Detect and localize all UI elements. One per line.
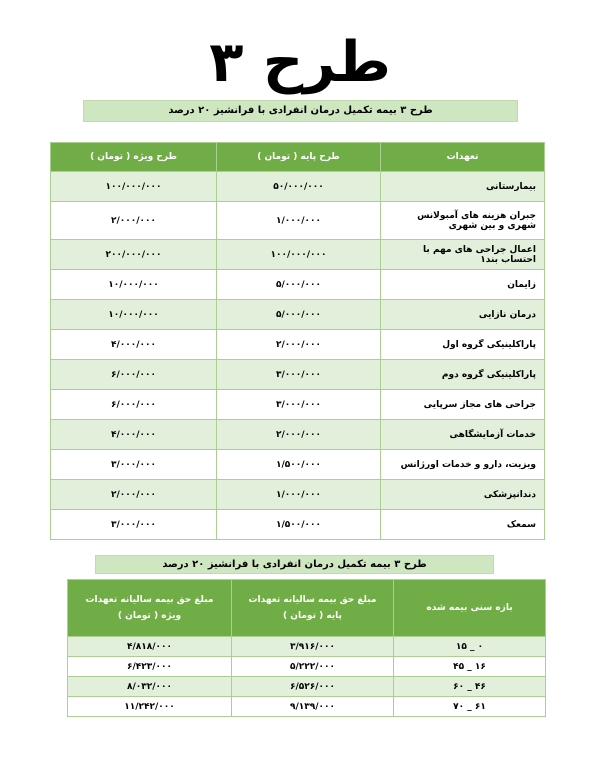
coverage-cell: پاراکلینیکی گروه دوم xyxy=(381,360,545,390)
special-plan-cell: ۱۰/۰۰۰/۰۰۰ xyxy=(51,300,217,330)
table-row xyxy=(51,450,545,480)
table-row xyxy=(68,677,546,697)
coverage-cell: ویزیت، دارو و خدمات اورژانس xyxy=(381,450,545,480)
special-premium-cell: ۶/۴۲۳/۰۰۰ xyxy=(68,657,232,677)
table-row xyxy=(51,240,545,270)
special-plan-cell: ۲/۰۰۰/۰۰۰ xyxy=(51,202,217,240)
coverage-cell: جراحی های مجاز سرپایی xyxy=(381,390,545,420)
coverage-cell: پاراکلینیکی گروه اول xyxy=(381,330,545,360)
special-plan-cell: ۱۰۰/۰۰۰/۰۰۰ xyxy=(51,172,217,202)
table-header-row xyxy=(51,143,545,172)
column-header-special-premium: مبلغ حق بیمه سالیانه تعهدات ویژه ( تومان ) xyxy=(68,580,232,637)
coverage-cell: سمعک xyxy=(381,510,545,540)
basic-plan-cell: ۱/۰۰۰/۰۰۰ xyxy=(217,480,381,510)
table-row xyxy=(51,300,545,330)
basic-plan-cell: ۵۰/۰۰۰/۰۰۰ xyxy=(217,172,381,202)
basic-plan-cell: ۱/۵۰۰/۰۰۰ xyxy=(217,450,381,480)
special-plan-cell: ۴/۰۰۰/۰۰۰ xyxy=(51,420,217,450)
table-row xyxy=(51,202,545,240)
basic-premium-cell: ۳/۹۱۶/۰۰۰ xyxy=(232,637,394,657)
column-header-basic-premium: مبلغ حق بیمه سالیانه تعهدات پایه ( تومان ) xyxy=(232,580,394,637)
column-header-special-plan: طرح ویژه ( تومان ) xyxy=(51,143,217,172)
special-plan-cell: ۳/۰۰۰/۰۰۰ xyxy=(51,450,217,480)
table-row xyxy=(51,480,545,510)
coverage-cell: اعمال جراحی های مهم با احتساب بند۱ xyxy=(381,240,545,270)
table1-banner: طرح ۳ بیمه تکمیل درمان انفرادی با فرانشیز ۲۰ درصد xyxy=(83,100,518,122)
basic-premium-cell: ۶/۵۲۶/۰۰۰ xyxy=(232,677,394,697)
table2-banner: طرح ۳ بیمه تکمیل درمان انفرادی با فرانشیز ۲۰ درصد xyxy=(95,555,494,574)
coverage-table xyxy=(50,142,545,540)
basic-plan-cell: ۳/۰۰۰/۰۰۰ xyxy=(217,390,381,420)
coverage-cell: درمان نازایی xyxy=(381,300,545,330)
table-row xyxy=(68,637,546,657)
coverage-cell: دندانپزشکی xyxy=(381,480,545,510)
age-range-cell: ۶۱ _ ۷۰ xyxy=(394,697,546,717)
table-row xyxy=(51,390,545,420)
basic-plan-cell: ۵/۰۰۰/۰۰۰ xyxy=(217,300,381,330)
table-row xyxy=(51,420,545,450)
special-premium-cell: ۱۱/۲۴۲/۰۰۰ xyxy=(68,697,232,717)
page-title: طرح ۳ xyxy=(209,30,391,95)
basic-plan-cell: ۱۰۰/۰۰۰/۰۰۰ xyxy=(217,240,381,270)
special-premium-cell: ۸/۰۳۲/۰۰۰ xyxy=(68,677,232,697)
age-range-cell: ۰ _ ۱۵ xyxy=(394,637,546,657)
coverage-cell: زایمان xyxy=(381,270,545,300)
table-row xyxy=(51,270,545,300)
table-row xyxy=(51,330,545,360)
special-plan-cell: ۲/۰۰۰/۰۰۰ xyxy=(51,480,217,510)
premium-table xyxy=(67,579,546,717)
basic-plan-cell: ۱/۰۰۰/۰۰۰ xyxy=(217,202,381,240)
basic-plan-cell: ۲/۰۰۰/۰۰۰ xyxy=(217,330,381,360)
age-range-cell: ۴۶ _ ۶۰ xyxy=(394,677,546,697)
special-plan-cell: ۱۰/۰۰۰/۰۰۰ xyxy=(51,270,217,300)
table-row xyxy=(68,657,546,677)
special-plan-cell: ۲۰۰/۰۰۰/۰۰۰ xyxy=(51,240,217,270)
table-row xyxy=(68,697,546,717)
basic-plan-cell: ۲/۰۰۰/۰۰۰ xyxy=(217,420,381,450)
table-header-row xyxy=(68,580,546,637)
table-row xyxy=(51,510,545,540)
special-plan-cell: ۴/۰۰۰/۰۰۰ xyxy=(51,330,217,360)
special-premium-cell: ۴/۸۱۸/۰۰۰ xyxy=(68,637,232,657)
coverage-cell: خدمات آزمایشگاهی xyxy=(381,420,545,450)
coverage-cell: بیمارستانی xyxy=(381,172,545,202)
special-plan-cell: ۶/۰۰۰/۰۰۰ xyxy=(51,360,217,390)
column-header-basic-plan: طرح پایه ( تومان ) xyxy=(217,143,381,172)
column-header-coverage: تعهدات xyxy=(381,143,545,172)
basic-plan-cell: ۵/۰۰۰/۰۰۰ xyxy=(217,270,381,300)
coverage-cell: جبران هزینه های آمبولانس شهری و بین شهری xyxy=(381,202,545,240)
special-plan-cell: ۳/۰۰۰/۰۰۰ xyxy=(51,510,217,540)
special-plan-cell: ۶/۰۰۰/۰۰۰ xyxy=(51,390,217,420)
column-header-age-range: بازه سنی بیمه شده xyxy=(394,580,546,637)
basic-premium-cell: ۹/۱۳۹/۰۰۰ xyxy=(232,697,394,717)
table-row xyxy=(51,172,545,202)
basic-premium-cell: ۵/۲۲۲/۰۰۰ xyxy=(232,657,394,677)
basic-plan-cell: ۳/۰۰۰/۰۰۰ xyxy=(217,360,381,390)
table-row xyxy=(51,360,545,390)
age-range-cell: ۱۶ _ ۴۵ xyxy=(394,657,546,677)
basic-plan-cell: ۱/۵۰۰/۰۰۰ xyxy=(217,510,381,540)
